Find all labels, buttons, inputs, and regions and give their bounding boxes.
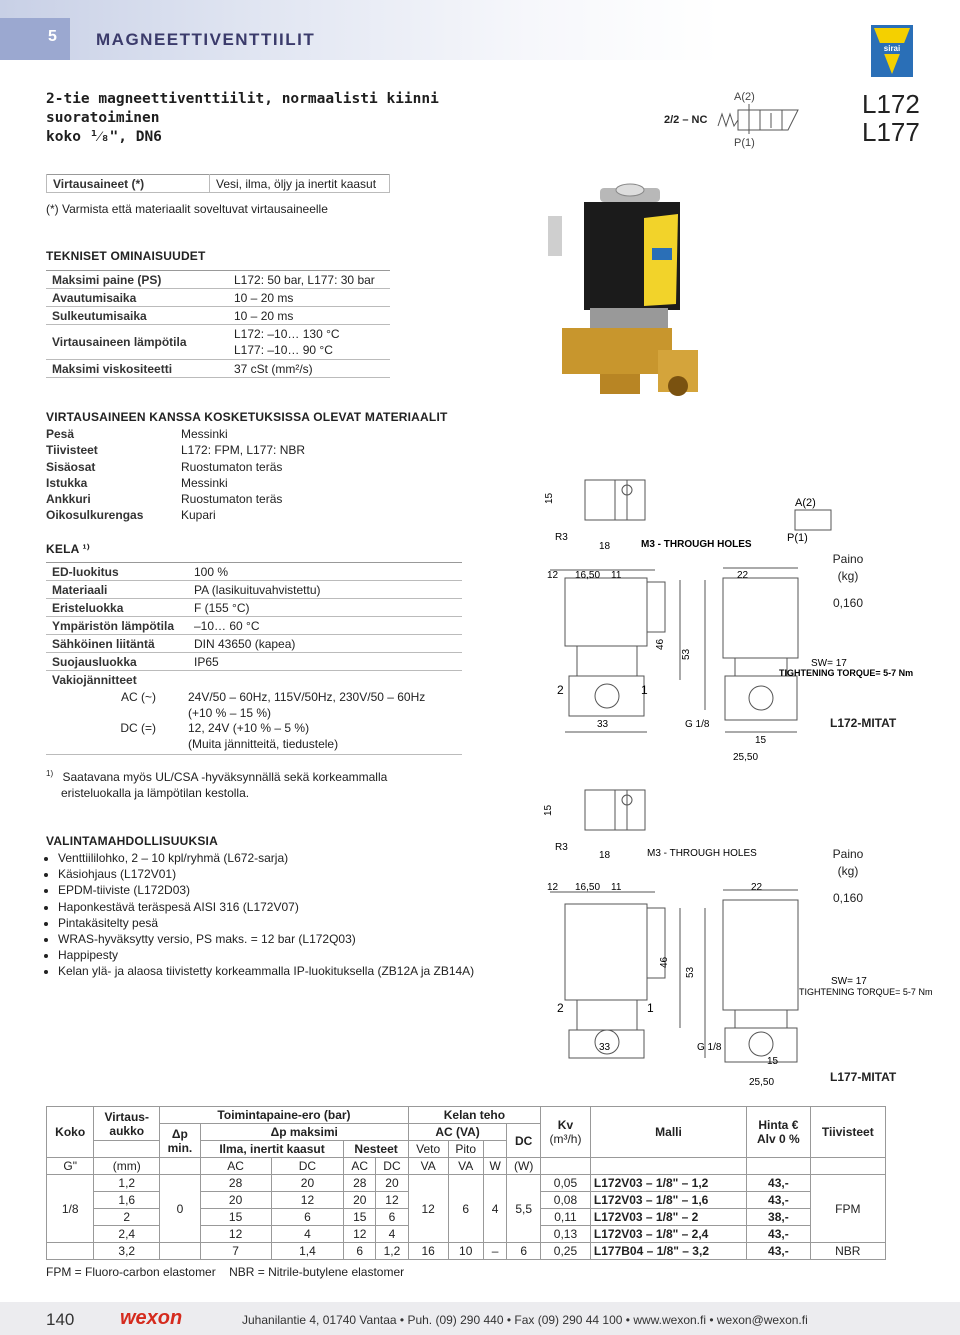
th-mm-blank <box>94 1141 160 1158</box>
coil-table <box>46 562 462 688</box>
th-acva: AC (VA) <box>408 1124 507 1141</box>
th-kelan-teho: Kelan teho <box>408 1107 540 1124</box>
cell: 4 <box>376 1226 409 1243</box>
dim-2550: 25,50 <box>733 752 759 763</box>
material-label: Pesä <box>46 427 75 441</box>
tech-value: 37 cSt (mm²/s) <box>228 360 390 378</box>
dim-g18: G 1/8 <box>697 1042 722 1053</box>
model-list <box>862 90 920 146</box>
th-aukko: aukko <box>109 1123 145 1138</box>
fluids-table <box>46 174 390 193</box>
unit-mm: (mm) <box>94 1158 160 1175</box>
tech-label: Maksimi paine (PS) <box>46 271 228 289</box>
product-title <box>46 90 439 147</box>
voltage-block <box>46 690 462 755</box>
tech-label: Virtausaineen lämpötila <box>46 325 228 360</box>
coil-label: Materiaali <box>46 581 188 599</box>
material-label: Sisäosat <box>46 459 96 474</box>
th-dp: Δp <box>171 1126 188 1141</box>
th-kv-cell <box>541 1107 591 1158</box>
dim-2550: 25,50 <box>749 1077 775 1088</box>
weight-value: 0,160 <box>832 596 864 610</box>
weight-unit: (kg) <box>837 569 859 583</box>
dim-port-1: 1 <box>641 683 648 697</box>
th-toimintapaine: Toimintapaine-ero (bar) <box>160 1107 409 1124</box>
weight-block-l177 <box>826 846 870 907</box>
th-alv: Alv 0 % <box>757 1132 800 1146</box>
cell: 20 <box>376 1175 409 1192</box>
unit-dc: DC <box>271 1158 344 1175</box>
footer-address: Juhanilantie 4, 01740 Vantaa • Puh. (09) 290 440 • Fax (09) 290 44 100 • www.wexon.fi • wexon@wexon.fi <box>242 1313 808 1327</box>
tech-value: L172: –10… 130 °C <box>234 327 340 341</box>
footnote-text: Saatavana myös UL/CSA -hyväksynnällä sekä korkeammalla <box>62 770 388 784</box>
cell-malli: L172V03 – 1/8" – 2,4 <box>590 1226 746 1243</box>
dim-1650: 16,50 <box>575 570 601 581</box>
fluids-note: (*) Varmista että materiaalit soveltuvat virtausaineelle <box>46 202 328 216</box>
cell-hinta: 43,- <box>747 1175 811 1192</box>
cell: 6 <box>376 1209 409 1226</box>
weight-block-l172 <box>826 551 870 612</box>
fluids-value: Vesi, ilma, öljy ja inertit kaasut <box>210 175 390 193</box>
tech-label: Sulkeutumisaika <box>46 307 228 325</box>
cell-kv: 0,08 <box>541 1192 591 1209</box>
unit-g: G" <box>47 1158 94 1175</box>
material-value: Ruostumaton teräs <box>181 459 283 474</box>
title-line-3: koko ¹⁄₈", DN6 <box>46 129 162 145</box>
unit-ac: AC <box>200 1158 271 1175</box>
coil-value: DIN 43650 (kapea) <box>188 635 462 653</box>
coil-value: 100 % <box>188 563 462 581</box>
drawing-caption-l172: L172-MITAT <box>830 716 897 730</box>
valve-photo <box>540 178 710 440</box>
th-min: min. <box>167 1140 193 1155</box>
dim-sw: SW= 17 <box>811 658 847 669</box>
dim-1650: 16,50 <box>575 882 601 893</box>
cell-hinta: 38,- <box>747 1209 811 1226</box>
cell: 12 <box>344 1226 376 1243</box>
materials-list <box>46 426 305 524</box>
cell: 12 <box>376 1192 409 1209</box>
model-l172: L172 <box>862 89 920 119</box>
th-pito: Pito <box>448 1141 483 1158</box>
unit-va: VA <box>408 1158 448 1175</box>
unit-w2: (W) <box>507 1158 541 1175</box>
coil-value: IP65 <box>188 653 462 671</box>
material-value: Messinki <box>181 475 228 490</box>
option-item: • Haponkestävä teräspesä AISI 316 (L172V07) <box>58 899 498 915</box>
material-label: Oikosulkurengas <box>46 508 144 523</box>
cell: 1,2 <box>376 1243 409 1260</box>
weight-unit: (kg) <box>837 864 859 878</box>
footer <box>0 1302 960 1335</box>
cell-tiivisteet: NBR <box>810 1243 885 1260</box>
tech-value-2: L177: –10… 90 °C <box>234 343 333 357</box>
cell-kv: 0,11 <box>541 1209 591 1226</box>
coil-footnote <box>46 766 387 801</box>
material-value: L172: FPM, L177: NBR <box>181 443 306 458</box>
dim-holes: M3 - THROUGH HOLES <box>647 848 757 859</box>
tech-value: 10 – 20 ms <box>228 289 390 307</box>
dc-note: (Muita jännitteitä, tiedustele) <box>46 737 462 756</box>
dim-33: 33 <box>597 719 609 730</box>
dim-sw: SW= 17 <box>831 976 867 987</box>
option-item: • Kelan ylä- ja alaosa tiivistetty korkeammalla IP-luokituksella (ZB12A ja ZB14A) <box>58 963 498 979</box>
dim-11: 11 <box>611 570 622 581</box>
material-value: Messinki <box>181 427 228 441</box>
th-malli: Malli <box>590 1107 746 1158</box>
dim-port-1: 1 <box>647 1001 654 1015</box>
options-heading: VALINTAMAHDOLLISUUKSIA <box>46 834 218 848</box>
th-hinta-cell <box>747 1107 811 1158</box>
dim-port-2: 2 <box>557 1001 564 1015</box>
th-dpmin-cell <box>160 1124 201 1158</box>
cell: 20 <box>200 1192 271 1209</box>
cell: 4 <box>271 1226 344 1243</box>
coil-label: Eristeluokka <box>46 599 188 617</box>
materials-heading: VIRTAUSAINEEN KANSSA KOSKETUKSISSA OLEVAT MATERIAALIT <box>46 410 448 424</box>
voltage-label: Vakiojännitteet <box>52 672 137 687</box>
cell-pito: 6 <box>448 1175 483 1243</box>
option-item: • Happipesty <box>58 947 498 963</box>
options-list <box>46 850 498 980</box>
th-m3h: (m³/h) <box>549 1132 582 1146</box>
cell-malli: L172V03 – 1/8" – 1,6 <box>590 1192 746 1209</box>
table-row <box>47 1175 886 1192</box>
dim-15b: 15 <box>755 735 767 746</box>
cell-kv: 0,25 <box>541 1243 591 1260</box>
coil-label: Sähköinen liitäntä <box>46 635 188 653</box>
coil-value: PA (lasikuituvahvistettu) <box>188 581 462 599</box>
cell: 15 <box>200 1209 271 1226</box>
option-item: • EPDM-tiiviste (L172D03) <box>58 882 498 898</box>
cell-w: – <box>483 1243 506 1260</box>
dimension-drawing-l177 <box>535 788 933 1088</box>
option-item: • Käsiohjaus (L172V01) <box>58 866 498 882</box>
dim-port-2: 2 <box>557 683 564 697</box>
cell-kv: 0,13 <box>541 1226 591 1243</box>
chapter-number: 5 <box>48 28 57 45</box>
tech-label: Avautumisaika <box>46 289 228 307</box>
dim-46: 46 <box>655 638 666 650</box>
cell-hinta: 43,- <box>747 1243 811 1260</box>
th-nesteet: Nesteet <box>344 1141 408 1158</box>
ac-value: 24V/50 – 60Hz, 115V/50Hz, 230V/50 – 60Hz <box>188 690 426 704</box>
unit-w: W <box>483 1158 506 1175</box>
cell: 28 <box>344 1175 376 1192</box>
material-value: Kupari <box>181 508 216 523</box>
th-dpmax: Δp maksimi <box>200 1124 408 1141</box>
th-tiivisteet: Tiivisteet <box>810 1107 885 1158</box>
option-item: • WRAS-hyväksytty versio, PS maks. = 12 bar (L172Q03) <box>58 931 498 947</box>
nc-label: 2/2 – NC <box>664 114 708 126</box>
table-legend: FPM = Fluoro-carbon elastomer NBR = Nitrile-butylene elastomer <box>46 1265 405 1279</box>
table-row <box>47 1243 886 1260</box>
cell-veto: 16 <box>408 1243 448 1260</box>
cell: 7 <box>200 1243 271 1260</box>
ac-tolerance: (+10 % – 15 %) <box>188 705 272 720</box>
cell-aukko: 2,4 <box>94 1226 160 1243</box>
cell-w: 4 <box>483 1175 506 1243</box>
unit-va: VA <box>448 1158 483 1175</box>
cell: 20 <box>344 1192 376 1209</box>
dim-22: 22 <box>751 882 763 893</box>
dim-12: 12 <box>547 570 559 581</box>
dim-18: 18 <box>599 541 611 552</box>
cell-malli: L172V03 – 1/8" – 2 <box>590 1209 746 1226</box>
dim-15: 15 <box>543 804 554 816</box>
coil-value: –10… 60 °C <box>188 617 462 635</box>
tech-value: 10 – 20 ms <box>228 307 390 325</box>
cell-kv: 0,05 <box>541 1175 591 1192</box>
coil-label: Ympäristön lämpötila <box>46 617 188 635</box>
port-p-label: P(1) <box>734 137 755 149</box>
fluids-label: Virtausaineet (*) <box>47 175 210 193</box>
cell-dc: 6 <box>507 1243 541 1260</box>
coil-label: Suojausluokka <box>46 653 188 671</box>
dim-15: 15 <box>544 492 555 504</box>
material-value: Ruostumaton teräs <box>181 492 283 507</box>
th-hinta: Hinta € <box>758 1118 799 1132</box>
tech-heading: TEKNISET OMINAISUUDET <box>46 249 206 263</box>
cell: 6 <box>344 1243 376 1260</box>
coil-heading: KELA ¹⁾ <box>46 542 90 556</box>
cell: 12 <box>271 1192 344 1209</box>
cell: 28 <box>200 1175 271 1192</box>
dim-12: 12 <box>547 882 559 893</box>
cell-aukko: 1,6 <box>94 1192 160 1209</box>
dim-port-p: P(1) <box>787 532 808 544</box>
th-w-blank <box>483 1141 506 1158</box>
footnote-text-2: eristeluokalla ja lämpötilan kestolla. <box>61 786 250 800</box>
dim-g18: G 1/8 <box>685 719 710 730</box>
drawing-caption-l177: L177-MITAT <box>830 1070 897 1084</box>
cell-aukko: 2 <box>94 1209 160 1226</box>
th-virtaus: Virtaus- <box>104 1109 149 1124</box>
dim-22: 22 <box>737 570 749 581</box>
tech-label: Maksimi viskositeetti <box>46 360 228 378</box>
unit-ac: AC <box>344 1158 376 1175</box>
th-dc: DC <box>507 1124 541 1158</box>
cell-veto: 12 <box>408 1175 448 1243</box>
cell-dc: 5,5 <box>507 1175 541 1243</box>
title-line-2: suoratoiminen <box>46 110 160 126</box>
dim-port-a: A(2) <box>795 497 816 509</box>
dim-46: 46 <box>659 956 670 968</box>
th-virtausaukko <box>94 1107 160 1141</box>
th-koko: Koko <box>47 1107 94 1158</box>
material-label: Tiivisteet <box>46 443 98 458</box>
sirai-logo: sirai <box>871 25 913 77</box>
cell: 20 <box>271 1175 344 1192</box>
dim-53: 53 <box>685 966 696 978</box>
th-kv: Kv <box>557 1118 574 1132</box>
weight-value: 0,160 <box>832 891 864 905</box>
dim-r3: R3 <box>555 842 568 853</box>
ac-label: AC (~) <box>120 690 156 704</box>
model-l177: L177 <box>862 117 920 147</box>
dim-r3: R3 <box>555 532 568 543</box>
cell-hinta: 43,- <box>747 1226 811 1243</box>
dim-11: 11 <box>611 882 622 893</box>
cell-malli: L172V03 – 1/8" – 1,2 <box>590 1175 746 1192</box>
weight-label: Paino <box>832 847 864 861</box>
dim-18: 18 <box>599 850 611 861</box>
material-label: Ankkuri <box>46 492 91 507</box>
section-title: MAGNEETTIVENTTIILIT <box>96 30 316 49</box>
cell: 12 <box>200 1226 271 1243</box>
dc-value: 12, 24V (+10 % – 5 %) <box>188 721 310 735</box>
cell: 6 <box>271 1209 344 1226</box>
coil-value: F (155 °C) <box>188 599 462 617</box>
tech-table <box>46 270 390 378</box>
cell-tiivisteet: FPM <box>810 1175 885 1243</box>
footnote-mark: 1) <box>46 769 54 778</box>
dim-53: 53 <box>681 648 692 660</box>
th-ilma: Ilma, inertit kaasut <box>200 1141 344 1158</box>
dim-15b: 15 <box>767 1056 779 1067</box>
port-a-label: A(2) <box>734 91 755 103</box>
valve-symbol-icon <box>712 88 807 150</box>
cell-hinta: 43,- <box>747 1192 811 1209</box>
cell-pito: 10 <box>448 1243 483 1260</box>
dim-torque: TIGHTENING TORQUE= 5-7 Nm <box>779 668 914 678</box>
dim-holes: M3 - THROUGH HOLES <box>641 539 752 550</box>
dc-label: DC (=) <box>120 721 156 735</box>
page-number: 140 <box>46 1310 75 1329</box>
unit-dc: DC <box>376 1158 409 1175</box>
cell-malli: L177B04 – 1/8" – 3,2 <box>590 1243 746 1260</box>
chapter-number-box <box>0 18 70 60</box>
cell-size: 1/8 <box>47 1175 94 1243</box>
cell-aukko: 3,2 <box>94 1243 160 1260</box>
coil-label: ED-luokitus <box>46 563 188 581</box>
dim-torque: TIGHTENING TORQUE= 5-7 Nm <box>799 987 933 997</box>
option-item: • Pintakäsitelty pesä <box>58 915 498 931</box>
th-veto: Veto <box>408 1141 448 1158</box>
title-line-1: 2-tie magneettiventtiilit, normaalisti kiinni <box>46 91 439 107</box>
cell: 1,4 <box>271 1243 344 1260</box>
material-label: Istukka <box>46 475 88 490</box>
cell-dpmin: 0 <box>160 1175 201 1243</box>
option-item: • Venttiililohko, 2 – 10 kpl/ryhmä (L672-sarja) <box>58 850 498 866</box>
wexon-logo: wexon <box>120 1307 183 1329</box>
weight-label: Paino <box>832 552 864 566</box>
dim-33: 33 <box>599 1042 611 1053</box>
tech-value: L172: 50 bar, L177: 30 bar <box>228 271 390 289</box>
cell: 15 <box>344 1209 376 1226</box>
model-table <box>46 1106 886 1260</box>
cell-aukko: 1,2 <box>94 1175 160 1192</box>
